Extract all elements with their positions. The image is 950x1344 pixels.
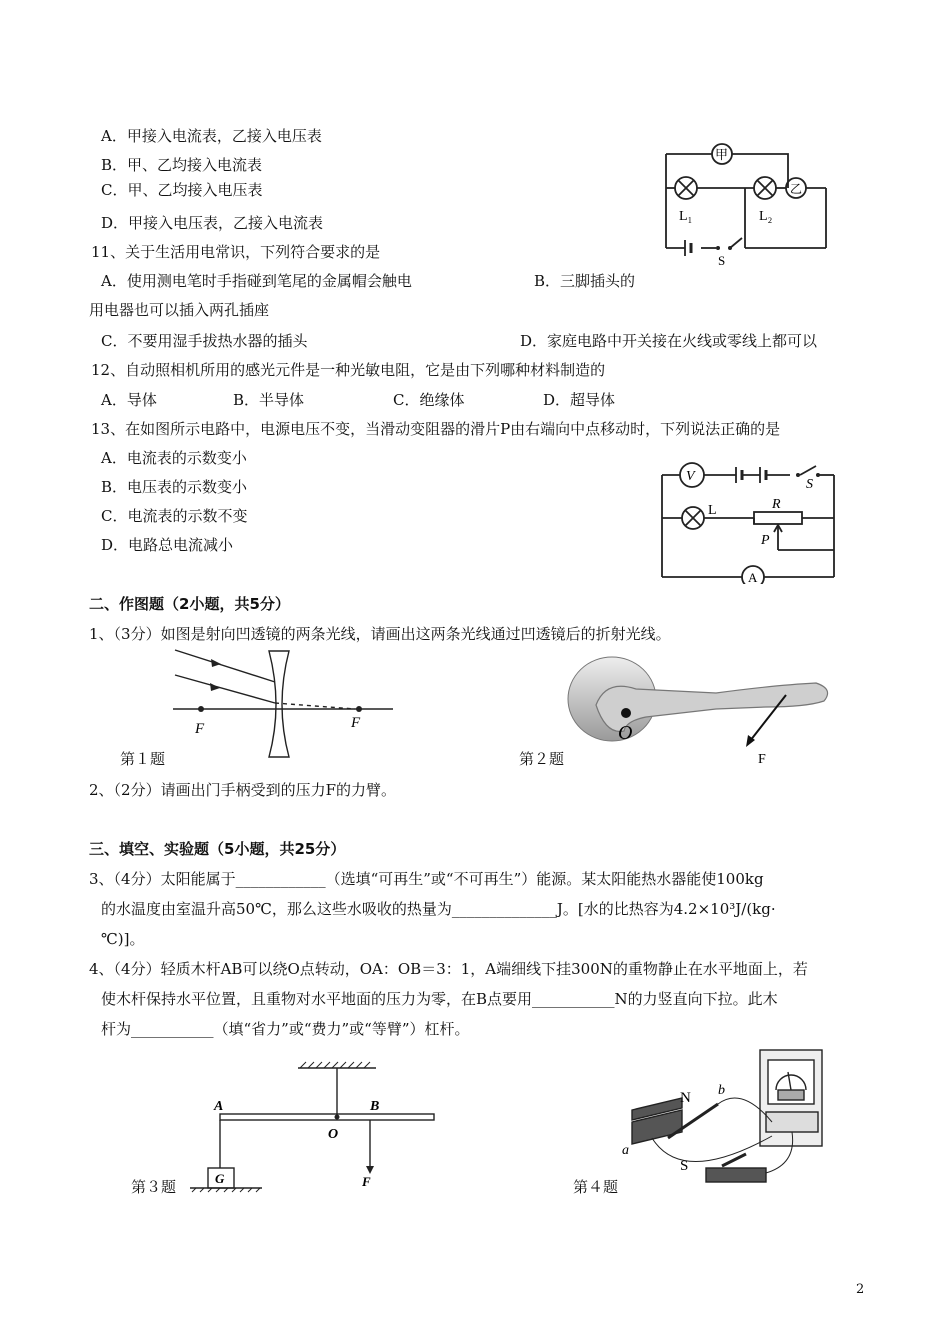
slider-p-label: P [761, 533, 770, 548]
q11-option-c: C．不要用湿手拔热水器的插头 [101, 332, 308, 350]
q11-option-b: B．三脚插头的 [534, 272, 636, 290]
q10-option-c: C．甲、乙均接入电压表 [101, 181, 263, 199]
switch-s-label: S [806, 477, 813, 492]
q12-option-d: D．超导体 [543, 391, 616, 409]
sec2-question-1: 1、（3分）如图是射向凹透镜的两条光线，请画出这两条光线通过凹透镜后的折射光线。 [89, 625, 671, 643]
q10-option-a: A．甲接入电流表，乙接入电压表 [101, 127, 322, 145]
figure-caption-2: 第２题 [519, 750, 565, 768]
magnet-s-label: S [680, 1158, 689, 1174]
q11-stem: 11、关于生活用电常识，下列符合要求的是 [91, 243, 381, 261]
door-handle-diagram [566, 655, 834, 770]
q13-circuit-diagram [658, 454, 840, 584]
q11-option-b-cont: 用电器也可以插入两孔插座 [89, 301, 270, 319]
point-a-label: A [214, 1099, 224, 1114]
pivot-o-label: O [328, 1127, 339, 1142]
q10-circuit-diagram [660, 138, 835, 268]
q12-option-c: C．绝缘体 [393, 391, 465, 409]
voltmeter-v-label: V [686, 469, 695, 484]
lamp-l2-label: L₂ [759, 209, 773, 224]
q12-stem: 12、自动照相机所用的感光元件是一种光敏电阻，它是由下列哪种材料制造的 [91, 361, 606, 379]
force-f-label: F [362, 1174, 371, 1189]
rheostat-r-label: R [772, 497, 781, 512]
sec3-q4-line2: 使木杆保持水平位置，且重物对水平地面的压力为零，在B点要用___________N的力竖直向下拉。此木 [101, 990, 778, 1008]
q12-option-b: B．半导体 [233, 391, 305, 409]
focal-point-left-label: F [195, 721, 205, 737]
lever-diagram [180, 1058, 440, 1193]
lamp-l1-label: L₁ [679, 209, 693, 224]
sec3-q3-line1: 3、（4分）太阳能属于____________（选填“可再生”或“不可再生”）能源。某太阳能热水器能使100kg [89, 870, 764, 888]
q13-option-d: D．电路总电流减小 [101, 536, 234, 554]
q11-option-a: A．使用测电笔时手指碰到笔尾的金属帽会触电 [101, 272, 412, 290]
force-f-label: F [758, 752, 766, 767]
section-3-heading: 三、填空、实验题（5小题，共25分） [89, 840, 346, 858]
q11-option-d: D．家庭电路中开关接在火线或零线上都可以 [520, 332, 818, 350]
magnet-n-label: N [680, 1090, 691, 1106]
electromagnetic-induction-diagram [622, 1046, 832, 1194]
wire-end-b-label: b [718, 1083, 725, 1098]
sec3-q4-line1: 4、（4分）轻质木杆AB可以绕O点转动，OA：OB＝3：1，A端细线下挂300N的重物静止在水平地面上，若 [89, 960, 808, 978]
q13-option-c: C．电流表的示数不变 [101, 507, 248, 525]
q10-option-d: D．甲接入电压表，乙接入电流表 [101, 214, 324, 232]
sec2-question-2: 2、（2分）请画出门手柄受到的压力F的力臂。 [89, 781, 396, 799]
sec3-q4-line3: 杆为___________（填“省力”或“费力”或“等臂”）杠杆。 [101, 1020, 470, 1038]
weight-g-label: G [215, 1171, 225, 1186]
lamp-l-label: L [708, 503, 717, 518]
q13-stem: 13、在如图所示电路中，电源电压不变，当滑动变阻器的滑片P由右端向中点移动时，下列说法正确的是 [91, 420, 781, 438]
focal-point-right-label: F [351, 715, 361, 731]
ammeter-a-label: A [748, 570, 758, 584]
wire-end-a-label: a [622, 1143, 629, 1158]
figure-caption-3: 第３题 [131, 1178, 177, 1196]
meter-jia-label: 甲 [715, 147, 729, 162]
pivot-o-label: O [618, 722, 633, 744]
point-b-label: B [370, 1099, 380, 1114]
concave-lens-diagram [165, 645, 395, 765]
q12-option-a: A．导体 [101, 391, 157, 409]
meter-yi-label: 乙 [790, 182, 803, 196]
figure-caption-4: 第４题 [573, 1178, 619, 1196]
q10-option-b: B．甲、乙均接入电流表 [101, 156, 263, 174]
page-number: 2 [856, 1282, 865, 1297]
sec3-q3-line2: 的水温度由室温升高50℃，那么这些水吸收的热量为______________J。[水的比热容为4.2×10³J/(kg· [101, 900, 776, 918]
switch-s-label: S [718, 253, 726, 268]
q13-option-a: A．电流表的示数变小 [101, 449, 247, 467]
sec3-q3-line3: ℃)]。 [101, 930, 145, 948]
q13-option-b: B．电压表的示数变小 [101, 478, 248, 496]
figure-caption-1: 第１题 [120, 750, 166, 768]
section-2-heading: 二、作图题（2小题，共5分） [89, 595, 290, 613]
